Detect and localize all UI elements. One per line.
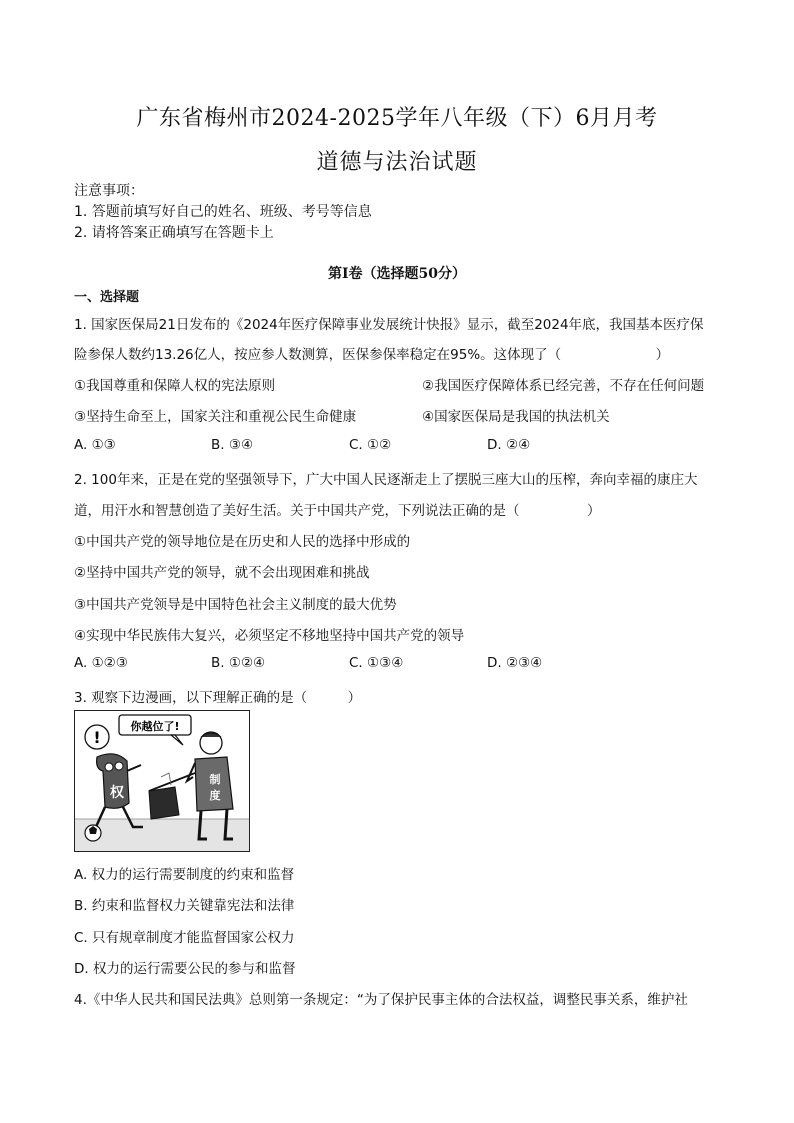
question-1-statement: ④国家医保局是我国的执法机关	[422, 409, 610, 425]
referee-hair	[201, 733, 221, 737]
question-2-statement: ①中国共产党的领导地位是在历史和人民的选择中形成的	[74, 534, 411, 550]
question-1-choice-b[interactable]: B. ③④	[211, 437, 254, 453]
question-1-statement: ①我国尊重和保障人权的宪法原则	[74, 378, 276, 394]
question-2-statement: ④实现中华民族伟大复兴，必须坚定不移地坚持中国共产党的领导	[74, 628, 465, 644]
character-eye-right	[115, 762, 123, 770]
part-heading: 第Ⅰ卷（选择题50分）	[327, 266, 467, 282]
question-1-stem-line: 1. 国家医保局21日发布的《2024年医疗保障事业发展统计快报》显示，截至2024年底，我国基本医疗保	[74, 317, 704, 333]
speech-text: 你越位了!	[130, 720, 180, 733]
question-1-stem-line: 险参保人数约13.26亿人，按应参人数测算，医保参保率稳定在95%。这体现了（ ）	[74, 347, 670, 363]
question-2-choice-a[interactable]: A. ①②③	[74, 655, 128, 671]
offside-flag	[149, 787, 179, 819]
question-3-choice-a[interactable]: A. 权力的运行需要制度的约束和监督	[74, 867, 295, 883]
question-3-choice-c[interactable]: C. 只有规章制度才能监督国家公权力	[74, 930, 295, 946]
question-2-stem-line: 道，用汗水和智慧创造了美好生活。关于中国共产党，下列说法正确的是（ ）	[74, 503, 601, 519]
question-2-choice-c[interactable]: C. ①③④	[349, 655, 404, 671]
question-1-choice-a[interactable]: A. ①③	[74, 437, 116, 453]
character-arm	[127, 765, 141, 771]
notes-heading: 注意事项：	[74, 183, 144, 199]
shirt-label-2: 度	[209, 789, 221, 802]
shirt-label-1: 制	[209, 773, 221, 786]
offside-cartoon	[74, 710, 250, 852]
question-1-statement: ②我国医疗保障体系已经完善，不存在任何问题	[422, 378, 705, 394]
cartoon-drawing	[75, 711, 249, 851]
exam-subtitle: 道德与法治试题	[316, 150, 478, 175]
question-1-statement: ③坚持生命至上，国家关注和重视公民生命健康	[74, 409, 357, 425]
note-item: 1. 答题前填写好自己的姓名、班级、考号等信息	[74, 204, 372, 220]
speech-bubble-tail	[171, 735, 183, 745]
question-3-choice-b[interactable]: B. 约束和监督权力关键靠宪法和法律	[74, 898, 295, 914]
note-item: 2. 请将答案正确填写在答题卡上	[74, 225, 274, 241]
question-3-stem-line: 3. 观察下边漫画，以下理解正确的是（ ）	[74, 690, 362, 706]
question-2-choice-b[interactable]: B. ①②④	[211, 655, 266, 671]
question-2-choice-d[interactable]: D. ②③④	[487, 655, 543, 671]
exam-title: 广东省梅州市2024-2025学年八年级（下）6月月考	[136, 106, 658, 131]
question-1-choice-d[interactable]: D. ②④	[487, 437, 531, 453]
character-eye-left	[105, 763, 113, 771]
referee-arm	[187, 763, 195, 781]
question-4-stem-line: 4.《中华人民共和国民法典》总则第一条规定：“为了保护民事主体的合法权益，调整民事关系，维护社	[74, 992, 688, 1008]
section-heading: 一、选择题	[74, 290, 140, 305]
character-label: 权	[110, 785, 124, 801]
question-2-statement: ②坚持中国共产党的领导，就不会出现困难和挑战	[74, 565, 370, 581]
question-2-statement: ③中国共产党领导是中国特色社会主义制度的最大优势	[74, 597, 397, 613]
exclaim-mark: !	[93, 728, 101, 747]
question-1-choice-c[interactable]: C. ①②	[349, 437, 392, 453]
question-2-stem-line: 2. 100年来，正是在党的坚强领导下，广大中国人民逐渐走上了摆脱三座大山的压榨，奔向幸福的康庄大	[74, 472, 698, 488]
question-3-choice-d[interactable]: D. 权力的运行需要公民的参与和监督	[74, 961, 296, 977]
